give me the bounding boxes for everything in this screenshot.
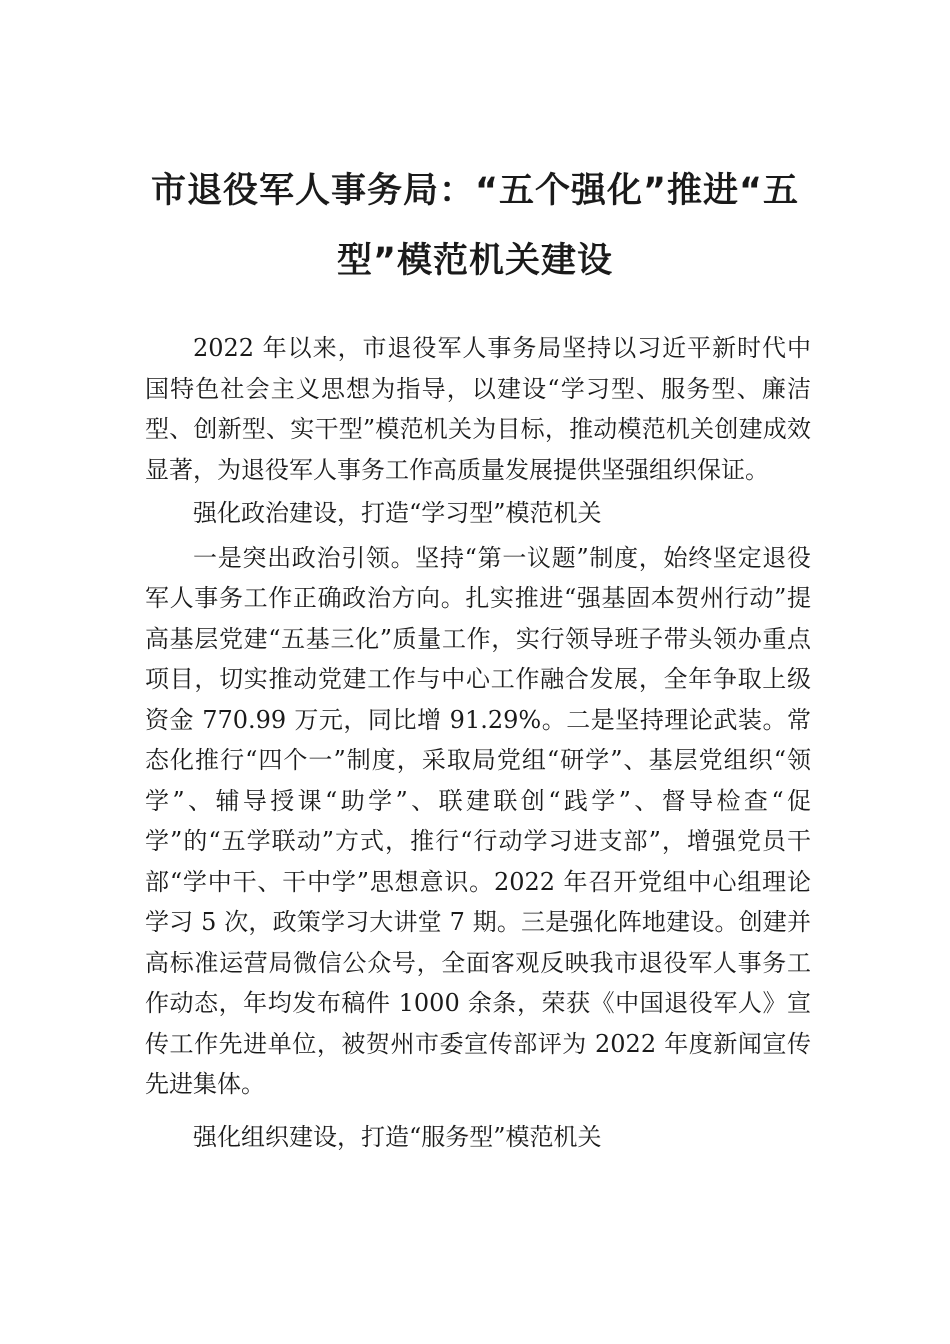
- document-title: 市退役军人事务局：“五个强化”推进“五型”模范机关建设: [150, 171, 799, 281]
- section-heading-service: 强化组织建设，打造“服务型”模范机关: [193, 1122, 602, 1151]
- intro-paragraph: 2022 年以来，市退役军人事务局坚持以习近平新时代中国特色社会主义思想为指导，以建设“学习型、服务型、廉洁型、创新型、实干型”模范机关为目标，推动模范机关创建成效显著，为退役军人事务工作高质量发展提供坚强组织保证。: [145, 334, 811, 484]
- section-heading-learning: 强化政治建设，打造“学习型”模范机关: [193, 499, 602, 527]
- document-body: [145, 328, 811, 1161]
- political-building-paragraph: 一是突出政治引领。坚持“第一议题”制度，始终坚定退役军人事务工作正确政治方向。扎实推进“强基固本贺州行动”提高基层党建“五基三化”质量工作，实行领导班子带头领办重点项目，切实推动党建工作与中心工作融合发展，全年争取上级资金 770.99 万元，同比增 91.29%。二是坚持理论武装。常态化推行“四个一”制度，采取局党组“研学”、基层党组织“领学”、辅导授课“助学”、联建联创“践学”、督导检查“促学”的“五学联动”方式，推行“行动学习进支部”，增强党员干部“学中干、干中学”思想意识。2022 年召开党组中心组理论学习 5 次，政策学习大讲堂 7 期。三是强化阵地建设。创建并高标准运营局微信公众号，全面客观反映我市退役军人事务工作动态，年均发布稿件 1000 余条，荣获《中国退役军人》宣传工作先进单位，被贺州市委宣传部评为 2022 年度新闻宣传先进集体。: [145, 543, 811, 1098]
